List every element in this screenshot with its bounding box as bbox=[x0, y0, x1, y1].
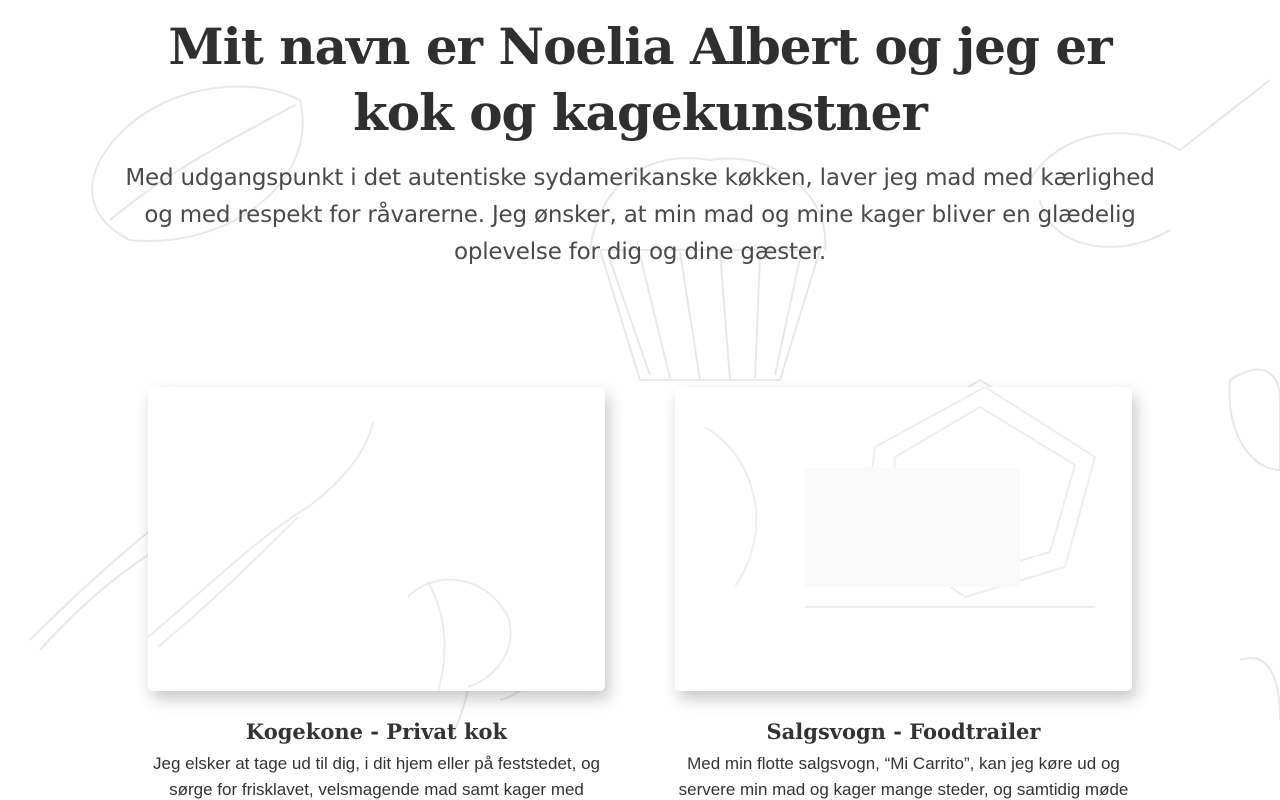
hero-section bbox=[0, 14, 1280, 271]
service-image-foodtrailer[interactable] bbox=[675, 387, 1132, 691]
service-text-foodtrailer: Med min flotte salgsvogn, “Mi Carrito”, kan jeg køre ud og servere min mad og kager mange steder, og samtidig møde bbox=[678, 754, 1129, 799]
chili-sketch-illustration bbox=[148, 387, 605, 691]
service-title-foodtrailer: Salgsvogn - Foodtrailer bbox=[766, 719, 1041, 744]
service-image-private-chef[interactable] bbox=[148, 387, 605, 691]
service-card-private-chef[interactable] bbox=[148, 387, 605, 800]
service-card-foodtrailer[interactable] bbox=[675, 387, 1132, 800]
page-title: Mit navn er Noelia Albert og jeg er kok og kagekunstner bbox=[168, 17, 1112, 142]
service-title-private-chef: Kogekone - Privat kok bbox=[245, 719, 508, 744]
hero-description: Med udgangspunkt i det autentiske sydamerikanske køkken, laver jeg mad med kærlighed og med respekt for råvarerne. Jeg ønsker, at min mad og mine kager bliver en glædelig oplevelse for dig og dine gæster. bbox=[125, 165, 1155, 265]
ravioli-sketch-illustration bbox=[675, 387, 1132, 691]
service-text-private-chef: Jeg elsker at tage ud til dig, i dit hjem eller på feststedet, og sørge for frisklavet, velsmagende mad samt kager med bbox=[153, 754, 600, 799]
